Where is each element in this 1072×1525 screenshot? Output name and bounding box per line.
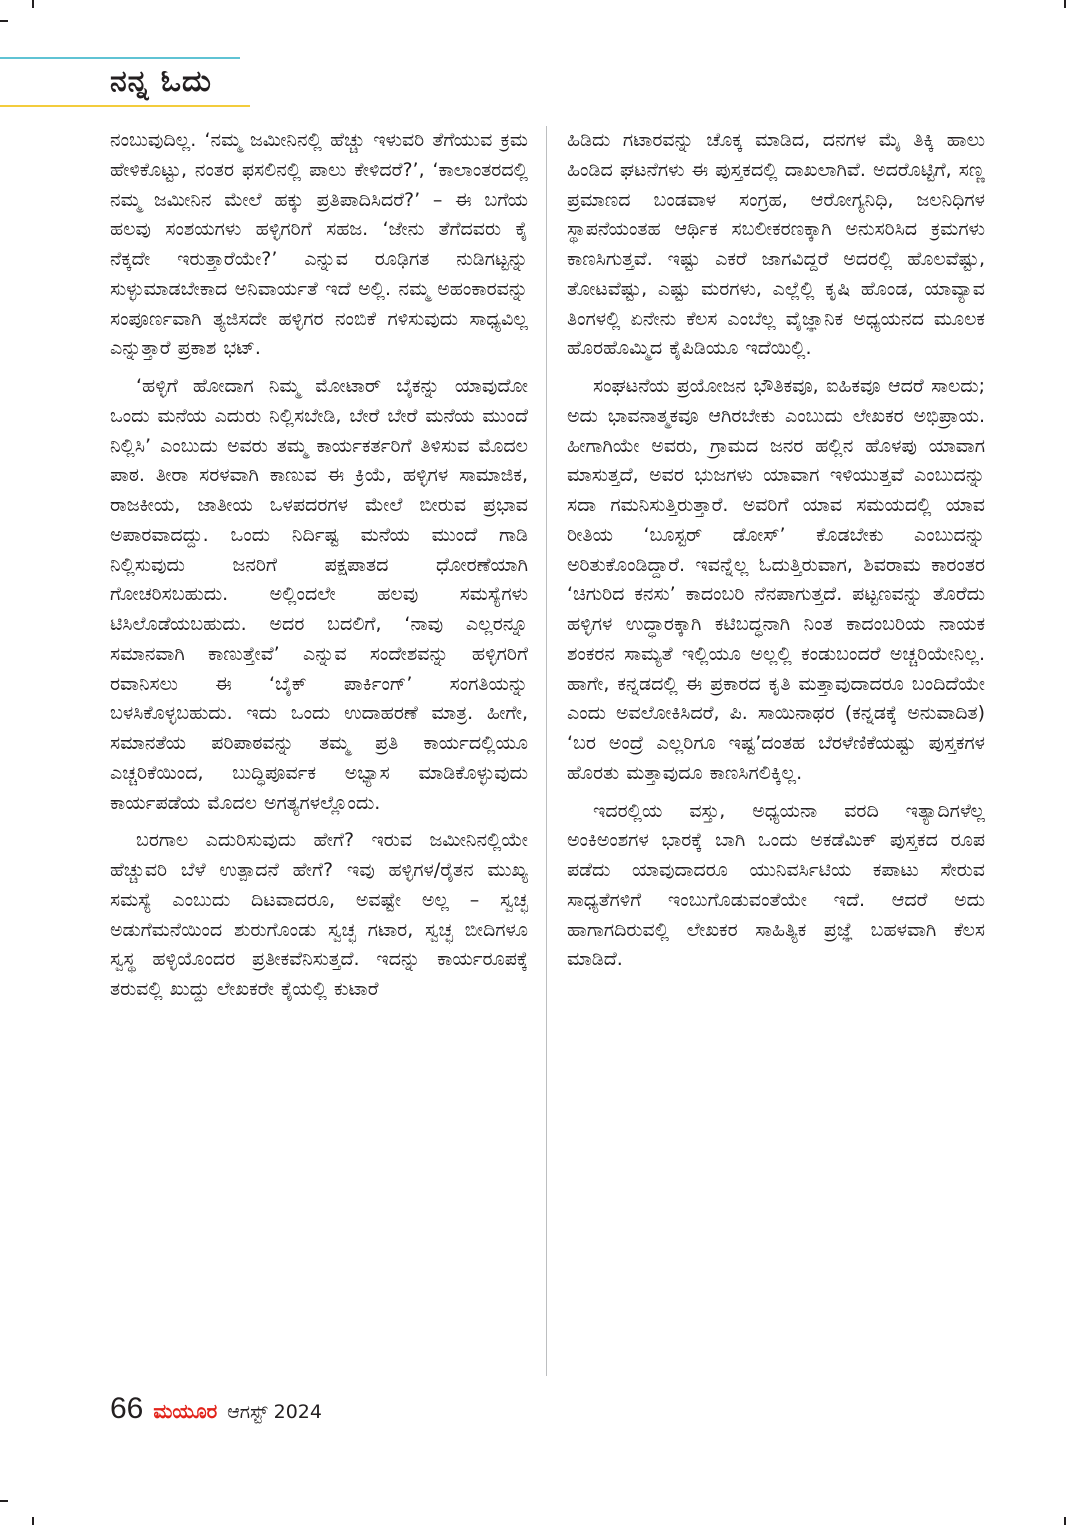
paragraph: ಬರಗಾಲ ಎದುರಿಸುವುದು ಹೇಗೆ? ಇರುವ ಜಮೀನಿನಲ್ಲಿಯೇ ಹೆಚ್ಚುವರಿ ಬೆಳೆ ಉತ್ಪಾದನೆ ಹೇಗೆ? ಇವು ಹಳ್ಳಿಗಳ/ರೈತನ ಮುಖ್ಯ ಸಮಸ್ಯೆ ಎಂಬುದು ದಿಟವಾದರೂ, ಅವಷ್ಟೇ ಅಲ್ಲ – ಸ್ವಚ್ಛ ಅಡುಗೆಮನೆಯಿಂದ ಶುರುಗೊಂಡು ಸ್ವಚ್ಛ ಗಟಾರ, ಸ್ವಚ್ಛ ಬೀದಿಗಳೂ ಸ್ವಸ್ಥ ಹಳ್ಳಿಯೊಂದರ ಪ್ರತೀಕವೆನಿಸುತ್ತದೆ. ಇದನ್ನು ಕಾರ್ಯರೂಪಕ್ಕೆ ತರುವಲ್ಲಿ ಖುದ್ದು ಲೇಖಕರೇ ಕೈಯಲ್ಲಿ ಕುಟಾರೆ [110,829,528,1000]
section-title: ನನ್ನ ಓದು [110,64,212,99]
paragraph: ಸಂಘಟನೆಯ ಪ್ರಯೋಜನ ಭೌತಿಕವೂ, ಐಹಿಕವೂ ಆದರೆ ಸಾಲದು; ಅದು ಭಾವನಾತ್ಮಕವೂ ಆಗಿರಬೇಕು ಎಂಬುದು ಲೇಖಕರ ಅಭಿಪ್ರಾಯ. ಹೀಗಾಗಿಯೇ ಅವರು, ಗ್ರಾಮದ ಜನರ ಹಲ್ಲಿನ ಹೊಳಪು ಯಾವಾಗ ಮಾಸುತ್ತದೆ, ಅವರ ಭುಜಗಳು ಯಾವಾಗ ಇಳಿಯುತ್ತವೆ ಎಂಬುದನ್ನು ಸದಾ ಗಮನಿಸುತ್ತಿರುತ್ತಾರೆ. ಅವರಿಗೆ ಯಾವ ಸಮಯದಲ್ಲಿ ಯಾವ ರೀತಿಯ ‘ಬೂಸ್ಟರ್ ಡೋಸ್’ ಕೊಡಬೇಕು ಎಂಬುದನ್ನು ಅರಿತುಕೊಂಡಿದ್ದಾರೆ. ಇವನ್ನೆಲ್ಲ ಓದುತ್ತಿರುವಾಗ, ಶಿವರಾಮ ಕಾರಂತರ ‘ಚಿಗುರಿದ ಕನಸು’ ಕಾದಂಬರಿ ನೆನಪಾಗುತ್ತದೆ. ಪಟ್ಟಣವನ್ನು ತೊರೆದು ಹಳ್ಳಿಗಳ ಉದ್ಧಾರಕ್ಕಾಗಿ ಕಟಿಬದ್ಧನಾಗಿ ನಿಂತ ಕಾದಂಬರಿಯ ನಾಯಕ ಶಂಕರನ ಸಾಮ್ಯತೆ ಇಲ್ಲಿಯೂ ಅಲ್ಲಲ್ಲಿ ಕಂಡುಬಂದರೆ ಅಚ್ಚರಿಯೇನಿಲ್ಲ. ಹಾಗೇ, ಕನ್ನಡದಲ್ಲಿ ಈ ಪ್ರಕಾರದ ಕೃತಿ ಮತ್ತಾವುದಾದರೂ ಬಂದಿದೆಯೇ ಎಂದು ಅವಲೋಕಿಸಿದರೆ, ಪಿ. ಸಾಯಿನಾಥರ (ಕನ್ನಡಕ್ಕೆ ಅನುವಾದಿತ) ‘ಬರ ಅಂದ್ರೆ ಎಲ್ಲರಿಗೂ ಇಷ್ಟ’ದಂತಹ ಬೆರಳೆಣಿಕೆಯಷ್ಟು ಪುಸ್ತಕಗಳ ಹೊರತು ಮತ್ತಾವುದೂ ಕಾಣಸಿಗಲಿಕ್ಕಿಲ್ಲ. [567,375,985,784]
page-footer [110,1392,322,1432]
crop-mark [1064,1517,1066,1525]
paragraph: ನಂಬುವುದಿಲ್ಲ. ‘ನಮ್ಮ ಜಮೀನಿನಲ್ಲಿ ಹೆಚ್ಚು ಇಳುವರಿ ತೆಗೆಯುವ ಕ್ರಮ ಹೇಳಿಕೊಟ್ಟು, ನಂತರ ಫಸಲಿನಲ್ಲಿ ಪಾಲು ಕೇಳಿದರೆ?’, ‘ಕಾಲಾಂತರದಲ್ಲಿ ನಮ್ಮ ಜಮೀನಿನ ಮೇಲೆ ಹಕ್ಕು ಪ್ರತಿಪಾದಿಸಿದರೆ?’ – ಈ ಬಗೆಯ ಹಲವು ಸಂಶಯಗಳು ಹಳ್ಳಿಗರಿಗೆ ಸಹಜ. ‘ಜೇನು ತೆಗೆದವರು ಕೈ ನೆಕ್ಕದೇ ಇರುತ್ತಾರೆಯೇ?’ ಎನ್ನುವ ರೂಢಿಗತ ನುಡಿಗಟ್ಟನ್ನು ಸುಳ್ಳುಮಾಡಬೇಕಾದ ಅನಿವಾರ್ಯತೆ ಇದೆ ಅಲ್ಲಿ. ನಮ್ಮ ಅಹಂಕಾರವನ್ನು ಸಂಪೂರ್ಣವಾಗಿ ತ್ಯಜಿಸದೇ ಹಳ್ಳಿಗರ ನಂಬಿಕೆ ಗಳಿಸುವುದು ಸಾಧ್ಯವಿಲ್ಲ ಎನ್ನುತ್ತಾರೆ ಪ್ರಕಾಶ ಭಟ್. [110,129,528,360]
crop-mark [32,1517,34,1525]
magazine-logo: ಮಯೂರ [153,1399,218,1423]
paragraph: ಇದರಲ್ಲಿಯ ವಸ್ತು, ಅಧ್ಯಯನಾ ವರದಿ ಇತ್ಯಾದಿಗಳೆಲ್ಲ ಅಂಕಿಅಂಶಗಳ ಭಾರಕ್ಕೆ ಬಾಗಿ ಒಂದು ಅಕಡೆಮಿಕ್ ಪುಸ್ತಕದ ರೂಪ ಪಡೆದು ಯಾವುದಾದರೂ ಯುನಿವರ್ಸಿಟಿಯ ಕಪಾಟು ಸೇರುವ ಸಾಧ್ಯತೆಗಳಿಗೆ ಇಂಬುಗೊಡುವಂತೆಯೇ ಇದೆ. ಆದರೆ ಅದು ಹಾಗಾಗದಿರುವಲ್ಲಿ ಲೇಖಕರ ಸಾಹಿತ್ಯಿಕ ಪ್ರಜ್ಞೆ ಬಹಳವಾಗಿ ಕೆಲಸ ಮಾಡಿದೆ. [567,799,985,971]
header-top-rule [0,57,240,59]
right-column [567,126,985,983]
crop-mark [0,1500,8,1502]
paragraph: ಹಿಡಿದು ಗಟಾರವನ್ನು ಚೊಕ್ಕ ಮಾಡಿದ, ದನಗಳ ಮೈ ತಿಕ್ಕಿ ಹಾಲು ಹಿಂಡಿದ ಘಟನೆಗಳು ಈ ಪುಸ್ತಕದಲ್ಲಿ ದಾಖಲಾಗಿವೆ. ಅದರೊಟ್ಟಿಗೆ, ಸಣ್ಣ ಪ್ರಮಾಣದ ಬಂಡವಾಳ ಸಂಗ್ರಹ, ಆರೋಗ್ಯನಿಧಿ, ಜಲನಿಧಿಗಳ ಸ್ಥಾಪನೆಯಂತಹ ಆರ್ಥಿಕ ಸಬಲೀಕರಣಕ್ಕಾಗಿ ಅನುಸರಿಸಿದ ಕ್ರಮಗಳು ಕಾಣಸಿಗುತ್ತವೆ. ಇಷ್ಟು ಎಕರೆ ಜಾಗವಿದ್ದರೆ ಅದರಲ್ಲಿ ಹೊಲವೆಷ್ಟು, ತೋಟವೆಷ್ಟು, ಎಷ್ಟು ಮರಗಳು, ಎಲ್ಲೆಲ್ಲಿ ಕೃಷಿ ಹೊಂಡ, ಯಾವ್ಯಾವ ತಿಂಗಳಲ್ಲಿ ಏನೇನು ಕೆಲಸ ಎಂಬೆಲ್ಲ ವೈಜ್ಞಾನಿಕ ಅಧ್ಯಯನದ ಮೂಲಕ ಹೊರಹೊಮ್ಮಿದ ಕೈಪಿಡಿಯೂ ಇದೆಯಿಲ್ಲಿ. [567,129,985,360]
issue-date: ಆಗಸ್ಟ್ 2024 [227,1401,322,1423]
crop-mark [0,20,8,22]
header-bottom-rule [0,105,250,107]
crop-mark [32,0,34,8]
crop-mark [1064,0,1066,8]
left-column [110,126,528,1013]
paragraph: ‘ಹಳ್ಳಿಗೆ ಹೋದಾಗ ನಿಮ್ಮ ಮೋಟಾರ್ ಬೈಕನ್ನು ಯಾವುದೋ ಒಂದು ಮನೆಯ ಎದುರು ನಿಲ್ಲಿಸಬೇಡಿ, ಬೇರೆ ಬೇರೆ ಮನೆಯ ಮುಂದೆ ನಿಲ್ಲಿಸಿ’ ಎಂಬುದು ಅವರು ತಮ್ಮ ಕಾರ್ಯಕರ್ತರಿಗೆ ತಿಳಿಸುವ ಮೊದಲ ಪಾಠ. ತೀರಾ ಸರಳವಾಗಿ ಕಾಣುವ ಈ ಕ್ರಿಯೆ, ಹಳ್ಳಿಗಳ ಸಾಮಾಜಿಕ, ರಾಜಕೀಯ, ಜಾತೀಯ ಒಳಪದರಗಳ ಮೇಲೆ ಬೀರುವ ಪ್ರಭಾವ ಅಪಾರವಾದದ್ದು. ಒಂದು ನಿರ್ದಿಷ್ಟ ಮನೆಯ ಮುಂದೆ ಗಾಡಿ ನಿಲ್ಲಿಸುವುದು ಜನರಿಗೆ ಪಕ್ಷಪಾತದ ಧೋರಣೆಯಾಗಿ ಗೋಚರಿಸಬಹುದು. ಅಲ್ಲಿಂದಲೇ ಹಲವು ಸಮಸ್ಯೆಗಳು ಟಿಸಿಲೊಡೆಯಬಹುದು. ಅದರ ಬದಲಿಗೆ, ‘ನಾವು ಎಲ್ಲರನ್ನೂ ಸಮಾನವಾಗಿ ಕಾಣುತ್ತೇವೆ’ ಎನ್ನುವ ಸಂದೇಶವನ್ನು ಹಳ್ಳಿಗರಿಗೆ ರವಾನಿಸಲು ಈ ‘ಬೈಕ್ ಪಾರ್ಕಿಂಗ್’ ಸಂಗತಿಯನ್ನು ಬಳಸಿಕೊಳ್ಳಬಹುದು. ಇದು ಒಂದು ಉದಾಹರಣೆ ಮಾತ್ರ. ಹೀಗೇ, ಸಮಾನತೆಯ ಪರಿಪಾಠವನ್ನು ತಮ್ಮ ಪ್ರತಿ ಕಾರ್ಯದಲ್ಲಿಯೂ ಎಚ್ಚರಿಕೆಯಿಂದ, ಬುದ್ಧಿಪೂರ್ವಕ ಅಭ್ಯಾಸ ಮಾಡಿಕೊಳ್ಳುವುದು ಕಾರ್ಯಪಡೆಯ ಮೊದಲ ಅಗತ್ಯಗಳಲ್ಲೊಂದು. [110,375,528,814]
page-number: 66 [110,1392,144,1425]
column-divider [546,126,547,1376]
